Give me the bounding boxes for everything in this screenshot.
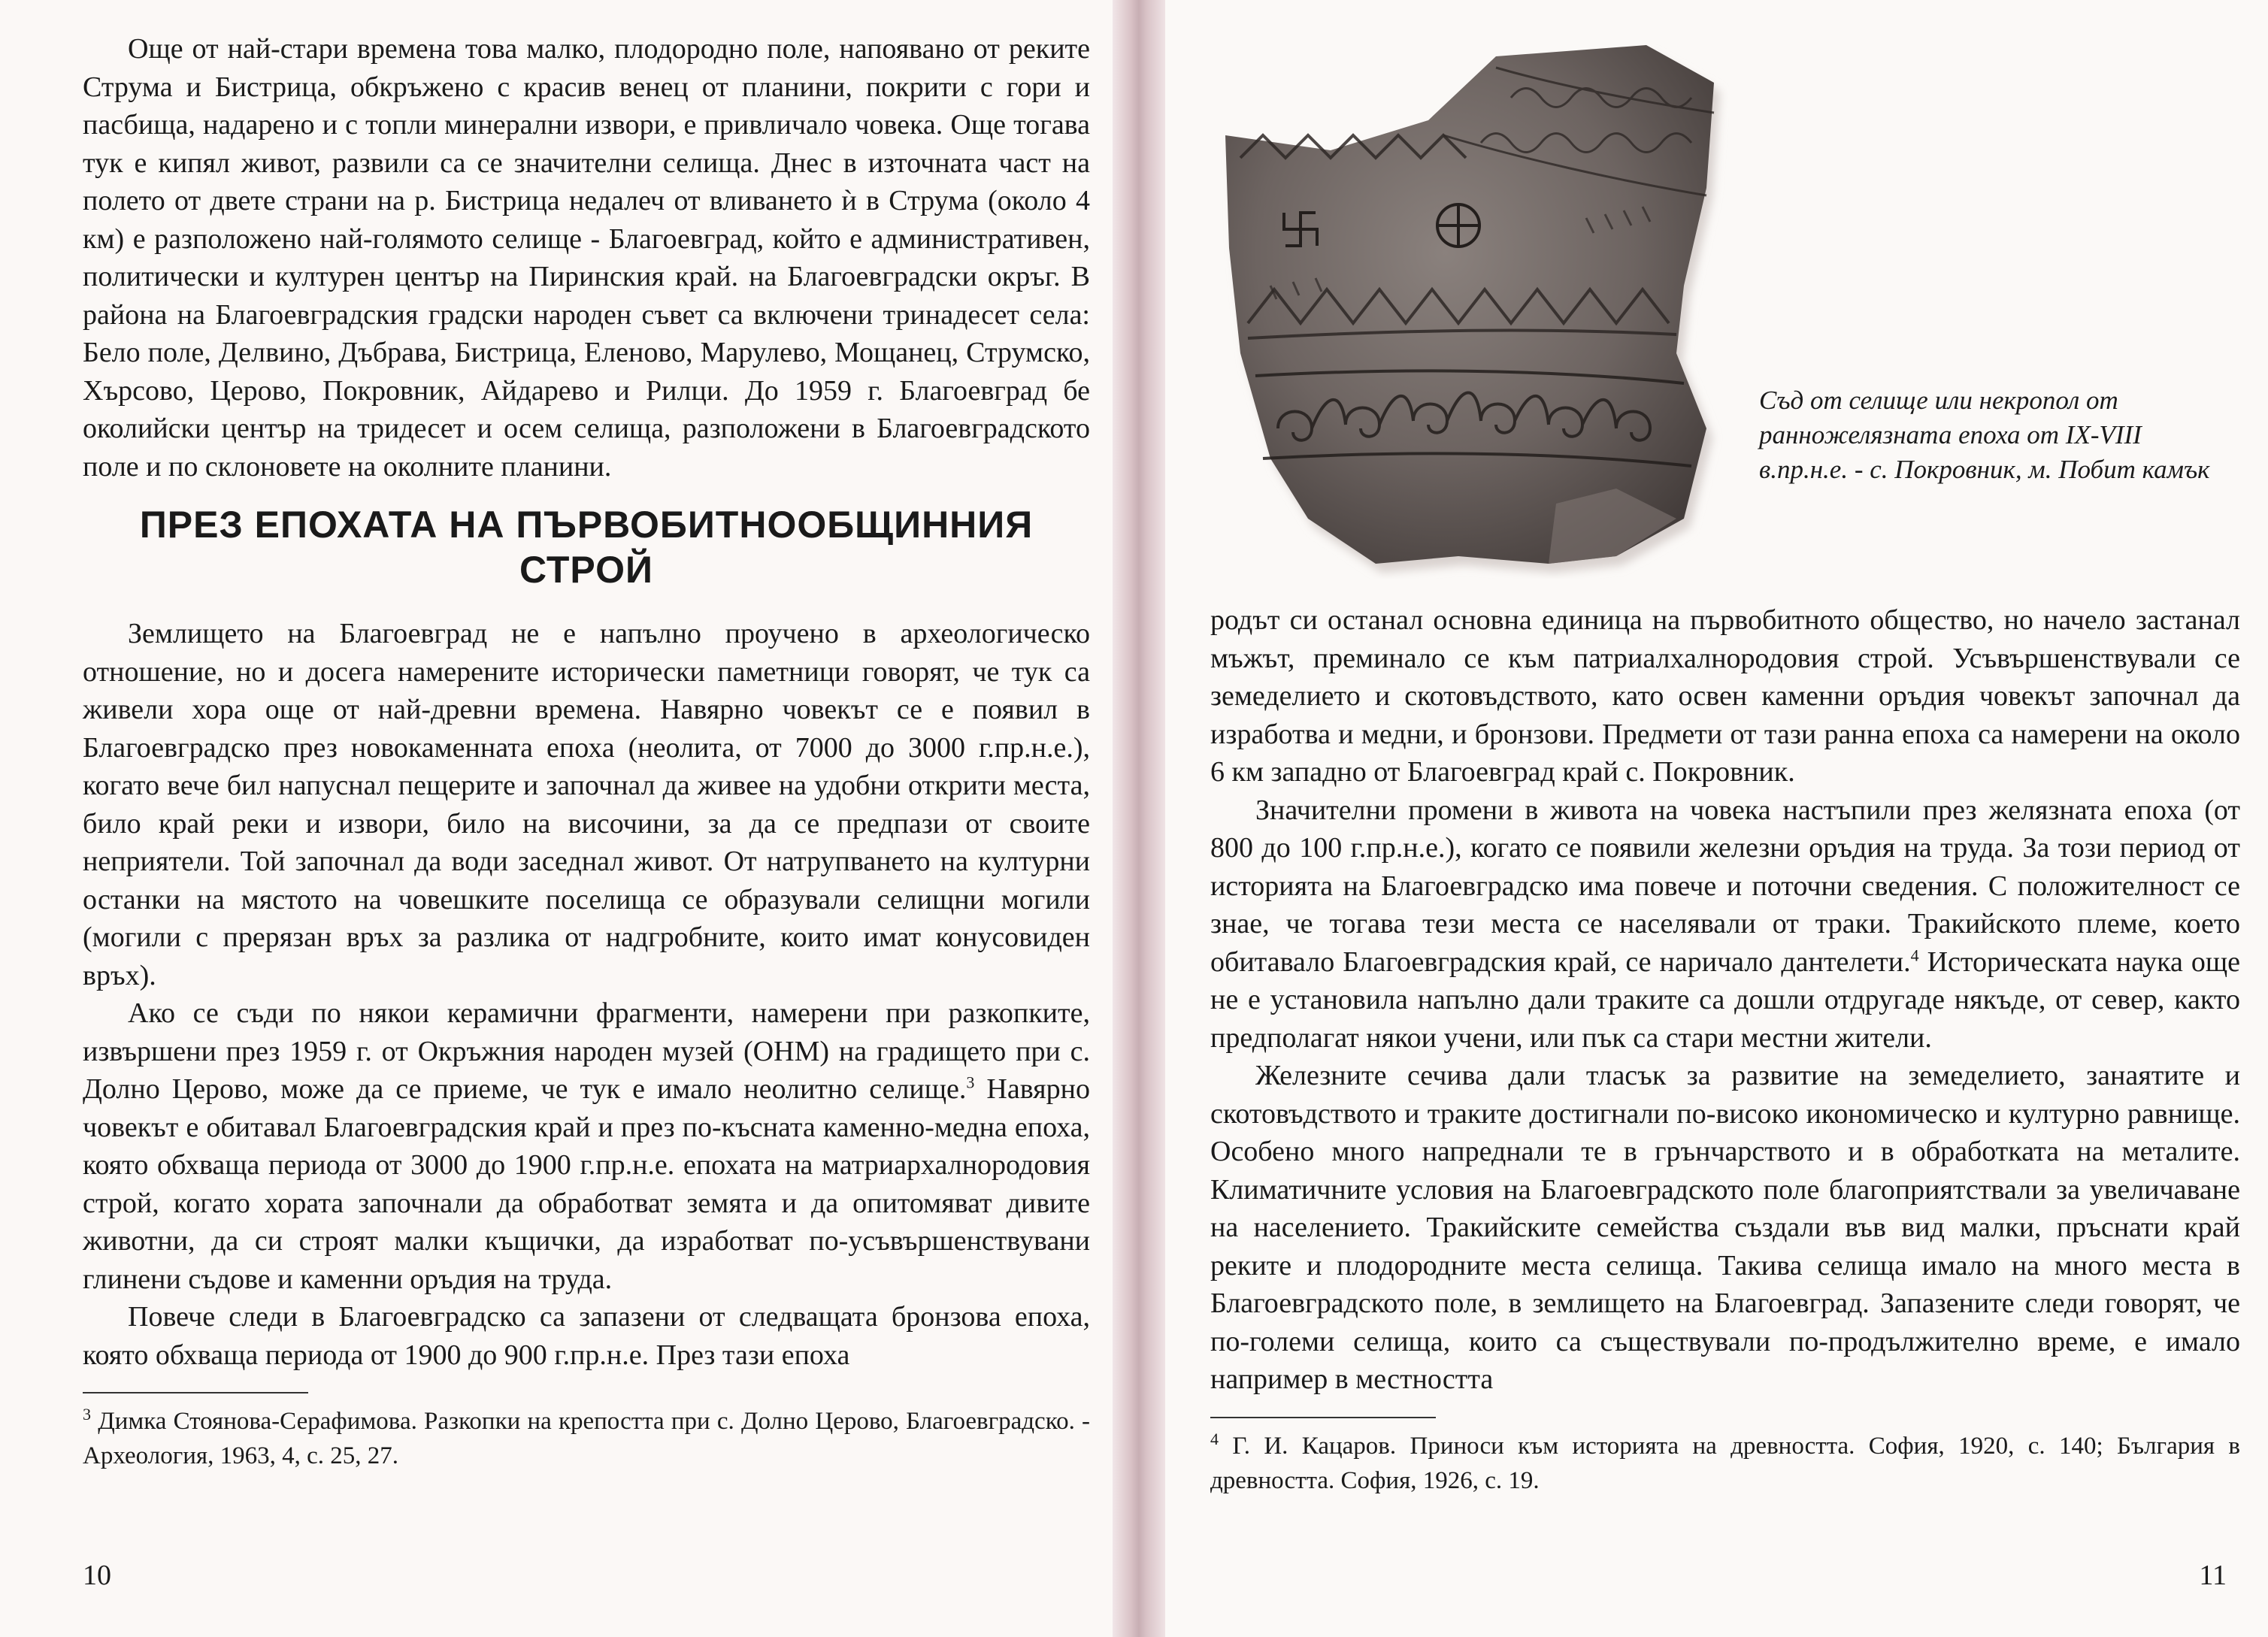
right-text-column [1210, 601, 2240, 1498]
book-gutter [1113, 0, 1165, 1637]
paragraph-neolithic: Землището на Благоевград не е напълно проучено в археологическо отношение, но и досега намерените исторически паметници говорят, че тук са живели хора още от най-древни времена. Навярно човекът се е появил в Благоевградско през новокаменната епоха (неолита, от 7000 до 3000 г.пр.н.е.), когато вече бил напуснал пещерите и започнал да живее на удобни открити места, било край реки и извори, било на височини, за да се предпази от своите неприятели. Той започнал да води заседнал живот. От натрупването на културни останки на мястото на човешките поселища се образували селищни могили (могили с прерязан връх за разлика от надгробните, които имат конусовиден връх). [83, 618, 1090, 991]
paragraph-excavations [83, 994, 1090, 1298]
paragraph-iron-age-part-a: Значителни промени в живота на човека настъпили през желязната епоха (от 800 до 100 г.пр.н.е.), когато се появили железни оръдия на труда. За този период от историята на Благоевградско има повече и поточни сведения. С положителност се знае, че тогава тези места се населявали от траки. Тракийското племе, което обитавало Благоевградския край, се наричало дантелети. [1210, 794, 2240, 978]
section-heading [83, 502, 1090, 592]
paragraph-excavations-part-b: Навярно човекът е обитавал Благоевградския край и през по-късната каменно-медна епоха, която обхваща периода от 3000 до 1900 г.пр.н.е. епохата на матриархалнородовия строй, когато хората започнали да обработват земята и да опитомяват дивите животни, да си строят малки къщички, да изработват по-усъвършенствувани глинени съдове и каменни оръдия на труда. [83, 1073, 1090, 1295]
intro-paragraph: Още от най-стари времена това малко, плодородно поле, напоявано от реките Струма и Бистрица, обкръжено с красив венец от планини, покрити с гори и пасбища, надарено и с топли минерални извори, е привличало човека. Още тогава тук е кипял живот, развили са се значителни селища. Днес в източната част на полето от двете страни на р. Бистрица недалеч от вливането ѝ в Струма (около 4 км) е разположено най-голямото селище - Благоевград, който е административен, политически и културен център на Пиринския край. на Благоевградски окръг. В района на Благоевградския градски народен съвет са включени тринадесет села: Бело поле, Делвино, Дъбрава, Бистрица, Еленово, Марулево, Мощанец, Струмско, Хърсово, Церово, Покровник, Айдарево и Рилци. До 1959 г. Благоевград бе околийски център на тридесет и осем селища, разположени в Благоевградското поле и по склоновете на околните планини. [83, 33, 1090, 483]
figure-caption: Съд от селище или некропол от ранножелязната епоха от IX-VIII в.пр.н.е. - с. Покровник, м. Побит камък [1759, 386, 2210, 484]
footnote-4-marker: 4 [1210, 1429, 1219, 1448]
footnote-3 [83, 1404, 1090, 1473]
pottery-fragment-image [1195, 38, 1729, 579]
paragraph-iron-age-part-b: Историческата наука още не е установила напълно дали траките са дошли отдругаде някъде, от север, както предполагат някои учени, или пък са стари местни жители. [1210, 946, 2240, 1054]
footnote-divider-right [1210, 1417, 1436, 1418]
paragraph-patriarchal: родът си останал основна единица на първобитното общество, но начело застанал мъжът, преминало се към патриалхалнородовия строй. Усъвършенствували се земеделието и скотовъдството, като освен каменни оръдия човекът започнал да изработва и медни, и бронзови. Предмети от тази ранна епоха са намерени на около 6 км западно от Благоевград край с. Покровник. [1210, 604, 2240, 788]
footnote-3-marker: 3 [83, 1405, 91, 1424]
page-number-right: 11 [2199, 1560, 2227, 1591]
footnote-4 [1210, 1429, 2240, 1498]
left-text-column [83, 30, 1090, 1473]
paragraph-iron-age [1210, 791, 2240, 1058]
footnote-4-text: Г. И. Кацаров. Приноси към историята на древността. София, 1920, с. 140; България в древността. София, 1926, с. 19. [1210, 1432, 2240, 1494]
fragment-outline [1225, 45, 1714, 564]
cross-circle-symbol [1437, 204, 1479, 247]
paragraph-excavations-part-a: Ако се съди по някои керамични фрагменти, намерени при разкопките, извършени през 1959 г. от Окръжния народен музей (ОНМ) на градището при с. Долно Церово, може да се приеме, че тук е имало неолитно селище. [83, 997, 1090, 1105]
heading-line-2: СТРОЙ [519, 549, 653, 591]
footnote-ref-3: 3 [966, 1073, 975, 1092]
footnote-divider [83, 1392, 308, 1393]
page-number-left: 10 [83, 1560, 111, 1591]
paragraph-thracian-settlements: Железните сечива дали тласък за развитие на земеделието, занаятите и скотовъдството и траките достигнали по-високо икономическо и културно равнище. Особено много напреднали те в грънчарството и в обработката на металите. Климатичните условия на Благоевградското поле благоприятствали за увеличаване на населението. Тракийските семейства създали във вид малки, пръснати край реките и плодородните места селища. Такива селища имало на много места в Благоевградското поле, в землището на Благоевград. Запазените следи говорят, че по-големи селища, които са съществували по-продължително време, е имало например в местността [1210, 1060, 2240, 1395]
left-page [0, 0, 1113, 1637]
footnote-3-text: Димка Стоянова-Серафимова. Разкопки на крепостта при с. Долно Церово, Благоевградско. - Археология, 1963, 4, с. 25, 27. [83, 1408, 1090, 1469]
pottery-fragment-photo [1195, 38, 1729, 579]
footnote-ref-4: 4 [1910, 945, 1919, 964]
paragraph-bronze-age: Повече следи в Благоевградско са запазени от следващата бронзова епоха, която обхваща периода от 1900 до 900 г.пр.н.е. През тази епоха [83, 1301, 1090, 1371]
right-page [1165, 0, 2268, 1637]
heading-line-1: ПРЕЗ ЕПОХАТА НА ПЪРВОБИТНООБЩИННИЯ [139, 504, 1034, 546]
